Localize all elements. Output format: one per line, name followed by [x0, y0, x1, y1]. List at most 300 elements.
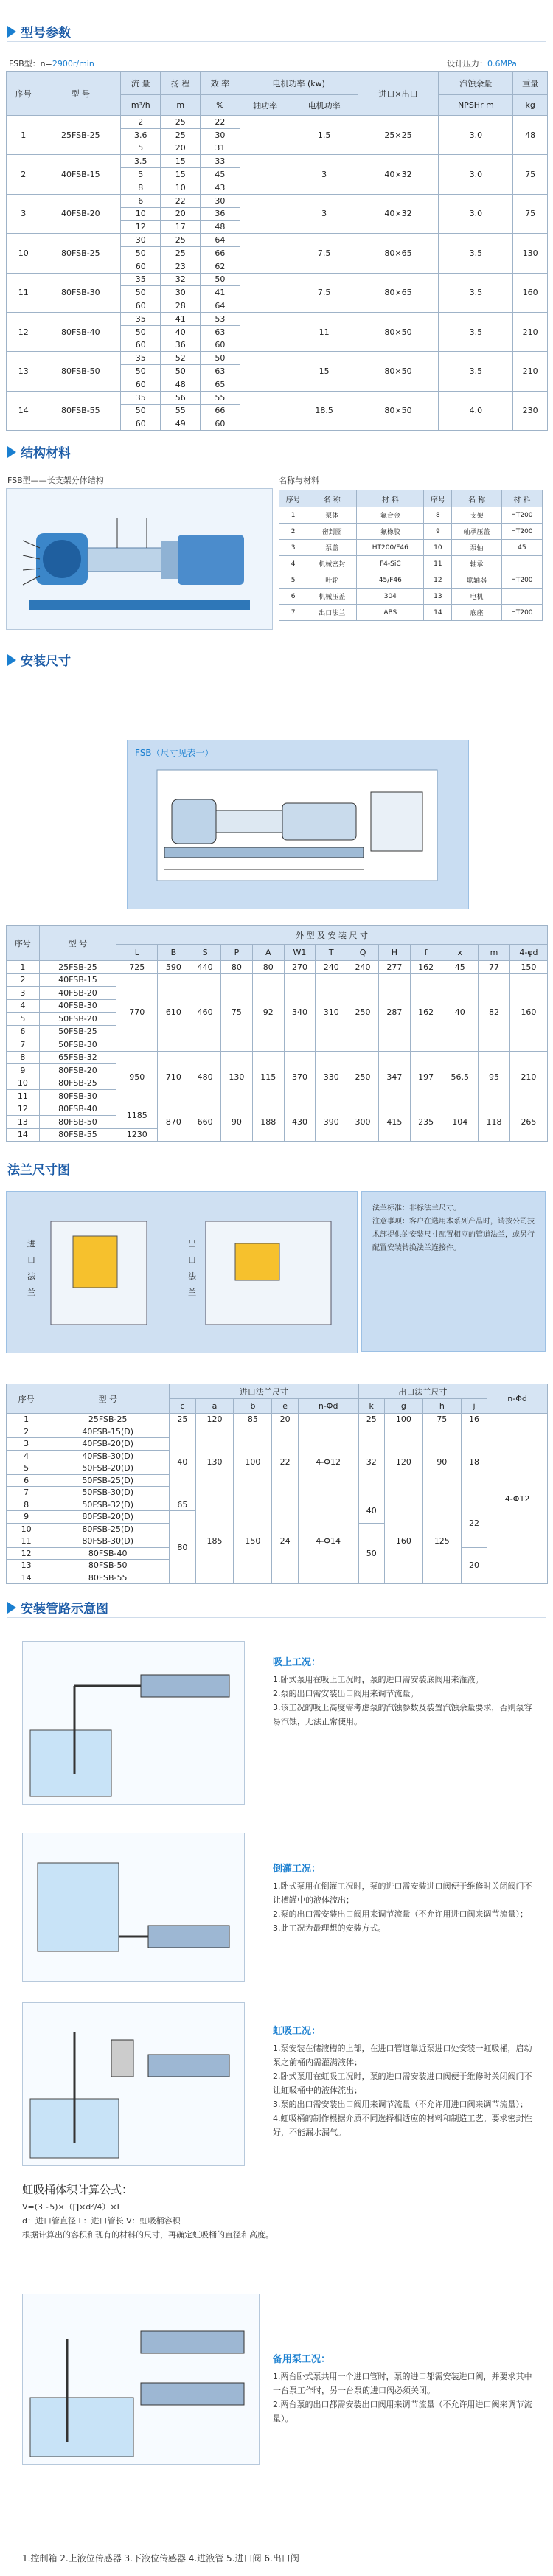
table-row [7, 1103, 548, 1116]
table-cell [240, 352, 291, 391]
table-cell: 66 [201, 404, 240, 417]
table-cell: 11 [291, 312, 358, 351]
table-cell: 22 [201, 116, 240, 129]
table-cell: 1 [7, 116, 41, 155]
table-header-cell: m³/h [121, 95, 161, 116]
table-cell: 28 [161, 299, 201, 313]
table-cell: 8 [7, 1499, 46, 1511]
table-cell: 40 [442, 973, 479, 1051]
table-cell: 1 [279, 507, 307, 524]
table-header-cell: H [378, 945, 410, 961]
table-cell: 162 [410, 973, 442, 1051]
table-cell: 14 [7, 1572, 46, 1584]
table-cell: 电机 [452, 589, 501, 605]
table-header-cell: B [158, 945, 189, 961]
legend: 1.控制箱 2.上液位传感器 3.下液位传感器 4.进液管 5.进口阀 6.出口阀 [22, 2553, 299, 2563]
suction-icon [23, 1642, 244, 1804]
flange-figure [6, 1191, 358, 1353]
table-cell: 210 [509, 1051, 547, 1103]
table-header-cell: 序号 [7, 926, 40, 961]
table-header-cell: n-Φd [298, 1399, 358, 1414]
table-cell: 1 [7, 961, 40, 974]
table-cell: 6 [7, 1474, 46, 1487]
table-header-cell: n-Φd [487, 1384, 548, 1414]
table-cell: ABS [357, 605, 424, 621]
table-cell: 55 [161, 404, 201, 417]
table-cell: 80FSB-50 [41, 352, 121, 391]
table-cell: 22 [272, 1426, 298, 1499]
table-cell: 80×50 [358, 391, 439, 430]
inlet-flange-label: 进口法兰 [27, 1239, 35, 1297]
table-cell: 10 [121, 207, 161, 221]
table-cell: 25FSB-25 [41, 116, 121, 155]
table-cell: 3.5 [439, 273, 513, 312]
table-cell: 185 [195, 1499, 234, 1584]
material-table [279, 490, 543, 621]
table-cell: 25×25 [358, 116, 439, 155]
table-cell: 24 [272, 1499, 298, 1584]
table-cell: 5 [7, 1462, 46, 1475]
table-header-cell: 外 型 及 安 装 尺 寸 [116, 926, 548, 945]
table-cell: 1230 [116, 1128, 158, 1142]
table-cell: 130 [221, 1051, 253, 1103]
arrow-icon [7, 446, 16, 458]
table-cell: 40FSB-15 [41, 155, 121, 194]
table-cell: 95 [479, 1051, 510, 1103]
table-cell: 25FSB-25 [46, 1414, 170, 1426]
table-cell: 3 [7, 194, 41, 233]
table-cell: 75 [422, 1414, 461, 1426]
table-header-cell: j [461, 1399, 487, 1414]
table-cell: 50 [121, 286, 161, 299]
table-cell: 30 [201, 128, 240, 142]
table-cell: 950 [116, 1051, 158, 1103]
arrow-icon [7, 1602, 16, 1614]
table-cell: 90 [422, 1426, 461, 1499]
table-cell: 3.5 [439, 234, 513, 273]
table-cell: 287 [378, 973, 410, 1051]
table-cell: 80 [252, 961, 284, 974]
table-cell: 80 [170, 1511, 195, 1584]
table-cell: 9 [424, 524, 452, 540]
table-header-cell: 轴功率 [240, 95, 291, 116]
table-cell: 8 [424, 507, 452, 524]
table-cell: 75 [221, 973, 253, 1051]
table-cell: HT200 [501, 605, 542, 621]
table-cell: 160 [509, 973, 547, 1051]
table-cell: 20 [461, 1547, 487, 1584]
table-cell: 3.6 [121, 128, 161, 142]
siphon-diagram [22, 2002, 245, 2166]
table-cell: 11 [7, 273, 41, 312]
table-cell: 轴承 [452, 556, 501, 572]
table-header-cell: S [189, 945, 221, 961]
table-cell: 3.0 [439, 194, 513, 233]
table-row [7, 1051, 548, 1064]
table-cell: 330 [316, 1051, 347, 1103]
table-cell: 9 [7, 1511, 46, 1524]
table-cell: 64 [201, 234, 240, 247]
table-cell: 150 [234, 1499, 272, 1584]
table-cell: 40FSB-20(D) [46, 1438, 170, 1451]
standby-diagram [22, 2294, 260, 2465]
table-cell: 415 [378, 1103, 410, 1142]
table-cell: 80FSB-55 [39, 1128, 116, 1142]
table-cell: 4 [279, 556, 307, 572]
table-cell: 底座 [452, 605, 501, 621]
table-cell: 50 [201, 352, 240, 365]
table-cell: 130 [195, 1426, 234, 1499]
table-cell: 泵盖 [307, 540, 357, 556]
table-cell: 25 [161, 128, 201, 142]
install-figure [127, 740, 469, 909]
table-cell: 40 [161, 325, 201, 339]
table-cell: 41 [201, 286, 240, 299]
table-cell: 40×32 [358, 194, 439, 233]
table-cell: 35 [121, 352, 161, 365]
table-cell: 50FSB-30 [39, 1038, 116, 1052]
section-title-piping: 安装管路示意图 [7, 1598, 108, 1617]
table-cell: 1 [7, 1414, 46, 1426]
table-cell: 20 [272, 1414, 298, 1426]
table-cell: 65FSB-32 [39, 1051, 116, 1064]
table-cell: 710 [158, 1051, 189, 1103]
table-cell: 40 [170, 1426, 195, 1499]
table-cell: 40FSB-30 [39, 999, 116, 1013]
table-cell: 12 [7, 1547, 46, 1560]
table-cell: 120 [195, 1414, 234, 1426]
table-cell: 80FSB-25 [39, 1077, 116, 1090]
table-cell: 2 [121, 116, 161, 129]
table-cell: 115 [252, 1051, 284, 1103]
table-cell: 13 [7, 1560, 46, 1572]
table-cell: 45 [442, 961, 479, 974]
table-cell: 45 [201, 168, 240, 181]
table-cell: 63 [201, 365, 240, 378]
table-cell: 11 [7, 1535, 46, 1548]
flange-table [6, 1384, 548, 1584]
table-cell: 17 [161, 221, 201, 234]
table-cell: 49 [161, 417, 201, 431]
table-cell [501, 589, 542, 605]
table-cell: 20 [161, 142, 201, 155]
table-cell: 4 [7, 999, 40, 1013]
table-cell: 370 [284, 1051, 316, 1103]
table-cell: 35 [121, 273, 161, 286]
table-cell: 3 [279, 540, 307, 556]
table-cell: 7.5 [291, 234, 358, 273]
table-cell: 7 [7, 1487, 46, 1499]
flooded-text: 倒灌工况： 1.卧式泵用在倒灌工况时，泵的进口需安装进口阀便于维修时关闭阀门不让槽罐中的液体流出； 2.泵的出口需安装出口阀用来调节流量（不允许用进口阀来调节流量）； 3.此工况为最理想的安装方式。 [273, 1864, 532, 1933]
table-cell: 230 [513, 391, 548, 430]
table-row [7, 1426, 548, 1438]
table-cell: 150 [509, 961, 547, 974]
table-cell: 197 [410, 1051, 442, 1103]
table-cell: 270 [284, 961, 316, 974]
table-cell: 泵体 [307, 507, 357, 524]
table-cell: 80FSB-25 [41, 234, 121, 273]
table-cell: 50 [161, 365, 201, 378]
table-cell: 6 [279, 589, 307, 605]
table-cell: 250 [347, 973, 379, 1051]
model-line: FSB型：n=2900r/min [9, 59, 94, 69]
pump-drawing-icon [7, 489, 272, 629]
table-cell: 密封圈 [307, 524, 357, 540]
table-cell: 10 [424, 540, 452, 556]
table-cell: 8 [7, 1051, 40, 1064]
table-cell: 6 [7, 1025, 40, 1038]
table-cell: 80×65 [358, 273, 439, 312]
table-cell: 100 [384, 1414, 422, 1426]
table-cell: 50FSB-25(D) [46, 1474, 170, 1487]
table-cell: 770 [116, 973, 158, 1051]
table-cell: 118 [479, 1103, 510, 1142]
table-row [7, 973, 548, 987]
table-cell: 氟合金 [357, 507, 424, 524]
table-cell: 265 [509, 1103, 547, 1142]
table-cell: 36 [201, 207, 240, 221]
table-cell: 31 [201, 142, 240, 155]
table-row [7, 155, 548, 168]
table-header-cell: P [221, 945, 253, 961]
table-cell: 210 [513, 312, 548, 351]
table-cell: 82 [479, 973, 510, 1051]
siphon-icon [23, 2003, 244, 2165]
formula-block: 虹吸桶体积计算公式： V=(3~5)×（∏×d²/4）×L d：进口管直径 L：进口管长 V：虹吸桶容积 根据计算出的容积和现有的材料的尺寸，再确定虹吸桶的直径和高度。 [22, 2183, 274, 2240]
table-cell: 64 [201, 299, 240, 313]
table-cell: 机械压盖 [307, 589, 357, 605]
table-row [7, 1499, 548, 1511]
table-cell: 18.5 [291, 391, 358, 430]
section-title-model: 型号参数 [7, 22, 71, 41]
table-cell: 100 [234, 1426, 272, 1499]
table-cell: 7.5 [291, 273, 358, 312]
arrow-icon [7, 654, 16, 666]
flooded-icon [23, 1833, 244, 1981]
table-cell: HT200/F46 [357, 540, 424, 556]
table-cell: 20 [161, 207, 201, 221]
table-cell: 35 [121, 312, 161, 325]
table-cell: 48 [513, 116, 548, 155]
table-cell: 50FSB-20 [39, 1013, 116, 1026]
material-caption: 名称与材料 [279, 476, 319, 485]
table-cell: 30 [201, 194, 240, 207]
table-header-cell: 名 称 [452, 490, 501, 507]
table-cell: 1185 [116, 1103, 158, 1128]
table-cell: 叶轮 [307, 572, 357, 589]
table-header-cell: 4-φd [509, 945, 547, 961]
table-cell: 300 [347, 1103, 379, 1142]
table-header-cell: m [161, 95, 201, 116]
table-row [7, 194, 548, 207]
table-header-cell: A [252, 945, 284, 961]
table-cell: 4-Φ12 [487, 1414, 548, 1584]
table-header-cell: b [234, 1399, 272, 1414]
table-header-cell: 电机功率 [291, 95, 358, 116]
table-cell: 75 [513, 194, 548, 233]
table-cell: 45/F46 [357, 572, 424, 589]
table-cell: 13 [7, 1116, 40, 1129]
table-cell: 660 [189, 1103, 221, 1142]
table-header-cell: 序号 [424, 490, 452, 507]
table-cell: 80FSB-30(D) [46, 1535, 170, 1548]
table-header-cell: kg [513, 95, 548, 116]
table-header-cell: T [316, 945, 347, 961]
table-cell: 2 [7, 1426, 46, 1438]
table-cell: 60 [121, 417, 161, 431]
table-cell: 340 [284, 973, 316, 1051]
table-cell: 80×50 [358, 312, 439, 351]
table-cell: 50FSB-32(D) [46, 1499, 170, 1511]
table-cell: 3 [7, 1438, 46, 1451]
table-cell: 16 [461, 1414, 487, 1426]
suction-text: 吸上工况： 1.卧式泵用在吸上工况时，泵的进口需安装底阀用来灌液。 2.泵的出口需安装出口阀用来调节流量。 3.该工况的吸上高度需考虑泵的汽蚀参数及装置汽蚀余量要求，否则泵容易汽蚀，无法正常使用。 [273, 1657, 532, 1726]
table-header-cell: 进口×出口 [358, 72, 439, 116]
table-row [7, 1414, 548, 1426]
table-cell: 22 [461, 1499, 487, 1547]
table-header-cell: 出口法兰尺寸 [358, 1384, 487, 1399]
standby-icon [23, 2294, 259, 2464]
table-cell: 50 [358, 1523, 384, 1584]
table-cell: 40FSB-20 [41, 194, 121, 233]
table-cell: 3.0 [439, 116, 513, 155]
table-header-cell: 名 称 [307, 490, 357, 507]
table-cell: 5 [121, 142, 161, 155]
table-cell: 4.0 [439, 391, 513, 430]
table-header-cell: 材 料 [501, 490, 542, 507]
table-cell: 5 [121, 168, 161, 181]
table-cell: 45 [501, 540, 542, 556]
table-cell: 90 [221, 1103, 253, 1142]
table-cell: 80FSB-30 [41, 273, 121, 312]
table-cell: 250 [347, 1051, 379, 1103]
standby-text: 备用泵工况： 1.两台卧式泵共用一个进口管时，泵的进口都需安装进口阀，并要求其中一台泵工作时，另一台泵的进口阀必须关闭。 2.两台泵的出口都需安装出口阀用来调节流量（不允许用进口阀来调节流量）。 [273, 2354, 532, 2423]
table-cell: 50 [121, 365, 161, 378]
table-header-cell: 重量 [513, 72, 548, 95]
table-cell: 120 [384, 1426, 422, 1499]
table-cell: 63 [201, 325, 240, 339]
table-cell: 53 [201, 312, 240, 325]
table-cell: 4-Φ14 [298, 1499, 358, 1584]
table-cell: 3.5 [439, 352, 513, 391]
table-header-cell: W1 [284, 945, 316, 961]
table-cell: 590 [158, 961, 189, 974]
table-cell: 50FSB-20(D) [46, 1462, 170, 1475]
install-table [6, 925, 548, 1142]
table-cell: 2 [7, 973, 40, 987]
table-cell: 11 [424, 556, 452, 572]
table-cell: 7 [279, 605, 307, 621]
table-cell: 10 [7, 1077, 40, 1090]
table-cell: 4 [7, 1450, 46, 1462]
table-cell: 55 [201, 391, 240, 404]
table-cell: 25 [161, 116, 201, 129]
table-row [7, 352, 548, 365]
table-cell: 460 [189, 973, 221, 1051]
table-cell: 6 [121, 194, 161, 207]
table-cell: 80FSB-40 [39, 1103, 116, 1116]
table-cell: 25 [161, 234, 201, 247]
table-cell: 60 [121, 339, 161, 352]
table-cell: 870 [158, 1103, 189, 1142]
table-cell [240, 391, 291, 430]
table-cell: 65 [170, 1499, 195, 1511]
table-cell: 15 [291, 352, 358, 391]
table-cell: 30 [121, 234, 161, 247]
table-cell: 32 [358, 1426, 384, 1499]
table-cell [240, 155, 291, 194]
table-cell: 50 [121, 404, 161, 417]
table-cell: 15 [161, 155, 201, 168]
table-cell: 40FSB-15(D) [46, 1426, 170, 1438]
table-cell: 52 [161, 352, 201, 365]
table-row [7, 391, 548, 404]
table-header-cell: k [358, 1399, 384, 1414]
table-cell: 43 [201, 181, 240, 194]
table-cell: 3 [7, 987, 40, 1000]
table-cell: 支架 [452, 507, 501, 524]
table-cell: 40FSB-20 [39, 987, 116, 1000]
table-row [7, 234, 548, 247]
table-cell: 60 [201, 339, 240, 352]
table-cell: 轴承压盖 [452, 524, 501, 540]
table-cell: 50FSB-25 [39, 1025, 116, 1038]
table-cell: 80FSB-55 [41, 391, 121, 430]
table-cell: 125 [422, 1499, 461, 1584]
table-cell: 2 [7, 155, 41, 194]
table-cell: 80FSB-40 [41, 312, 121, 351]
table-cell [501, 556, 542, 572]
table-cell: 80FSB-55 [46, 1572, 170, 1584]
table-cell: 40FSB-15 [39, 973, 116, 987]
table-cell: 50 [121, 246, 161, 260]
table-header-cell: g [384, 1399, 422, 1414]
install-fig-label: FSB（尺寸见表一） [135, 748, 214, 758]
table-cell: 80FSB-50 [46, 1560, 170, 1572]
table-cell: 56 [161, 391, 201, 404]
table-cell: 33 [201, 155, 240, 168]
table-cell: F4-SiC [357, 556, 424, 572]
table-cell: 18 [461, 1426, 487, 1499]
table-cell: 277 [378, 961, 410, 974]
table-cell: 440 [189, 961, 221, 974]
table-cell: 15 [161, 168, 201, 181]
table-cell: 10 [7, 234, 41, 273]
table-header-cell: 序号 [279, 490, 307, 507]
table-cell [240, 273, 291, 312]
table-cell: 85 [234, 1414, 272, 1426]
table-cell: 3 [291, 194, 358, 233]
table-cell: 240 [347, 961, 379, 974]
table-cell: 5 [279, 572, 307, 589]
table-cell: 162 [410, 961, 442, 974]
table-header-cell: 型 号 [39, 926, 116, 961]
table-cell: 92 [252, 973, 284, 1051]
table-header-cell: 型 号 [41, 72, 121, 116]
table-cell: 13 [7, 352, 41, 391]
table-cell [240, 234, 291, 273]
table-cell: 66 [201, 246, 240, 260]
table-cell: 80FSB-50 [39, 1116, 116, 1129]
table-cell: 77 [479, 961, 510, 974]
table-header-cell: a [195, 1399, 234, 1414]
table-cell: 610 [158, 973, 189, 1051]
section-title-flange: 法兰尺寸图 [7, 1163, 70, 1178]
table-cell: 40FSB-30(D) [46, 1450, 170, 1462]
table-header-cell: Q [347, 945, 379, 961]
table-cell: 13 [424, 589, 452, 605]
table-header-cell: f [410, 945, 442, 961]
